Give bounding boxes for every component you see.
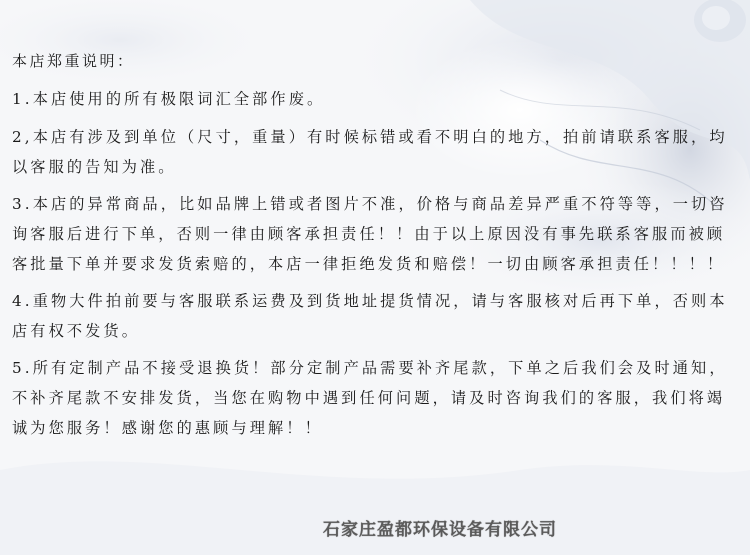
clause-3: 3.本店的异常商品，比如品牌上错或者图片不准，价格与商品差异严重不符等等，一切咨询客服后进行下单，否则一律由顾客承担责任！！由于以上原因没有事先联系客服而被顾客批量下单并要求发货索赔的，本店一律拒绝发货和赔偿！一切由顾客承担责任！！！！: [12, 195, 728, 273]
notice-panel: [12, 46, 740, 450]
notice-title: 本店郑重说明：: [12, 52, 135, 70]
clause-5: 5.所有定制产品不接受退换货！部分定制产品需要补齐尾款，下单之后我们会及时通知，不补齐尾款不安排发货，当您在购物中遇到任何问题，请及时咨询我们的客服，我们将竭诚为您服务！感谢您的惠顾与理解！！: [12, 359, 728, 437]
clause-4: 4.重物大件拍前要与客服联系运费及到货地址提货情况，请与客服核对后再下单，否则本店有权不发货。: [12, 292, 728, 340]
company-name: 石家庄盈都环保设备有限公司: [323, 520, 557, 540]
clause-1: 1.本店使用的所有极限词汇全部作废。: [12, 90, 326, 108]
clause-2: 2,本店有涉及到单位（尺寸，重量）有时候标错或看不明白的地方，拍前请联系客服，均以客服的告知为准。: [12, 128, 728, 176]
